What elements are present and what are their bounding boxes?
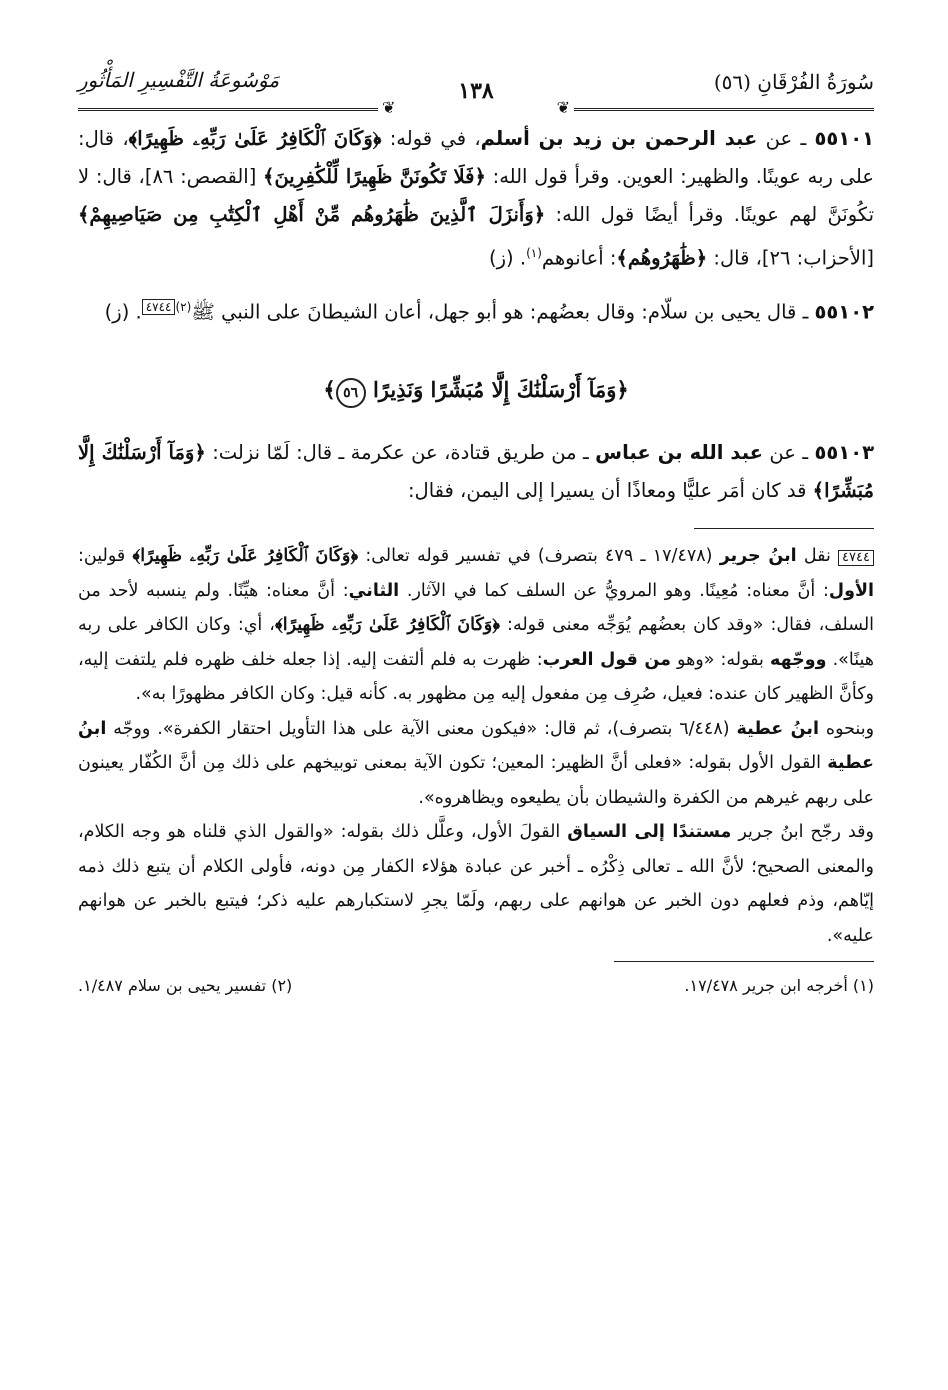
text: وقد رجّح ابنُ جرير [731, 822, 874, 842]
text: : ظهرت به فلم ألتفت إليه. إذا جعله خلف ظهره فلم يلتفت إليه، وكأنَّ الظهير كان عنده: فعيل، صُرِف مِن مفعول إليه مِن مظهور به. كأنه قيل: وكان الكافر مظهورًا به». [78, 649, 874, 704]
text: ، أي: وكان الكافر على ربه هينًا». [78, 615, 874, 670]
scholar-name: ابنُ عطية [736, 718, 819, 739]
text: ـ عن [757, 127, 815, 150]
hadith-number: ٥٥١٠١ [814, 127, 875, 150]
main-text [78, 120, 874, 510]
quran-quote: ﴿وَأَنزَلَ ٱلَّذِينَ ظَٰهَرُوهُم مِّنْ أَهْلِ ٱلْكِتَٰبِ مِن صَيَاصِيهِمْ﴾ [78, 203, 546, 226]
page-number: ١٣٨ [458, 78, 494, 104]
text: بقوله: «وهو [670, 649, 770, 670]
text: : أعانوهم [541, 246, 617, 270]
hadith-number: ٥٥١٠٣ [814, 441, 875, 464]
quran-quote: ﴿وَكَانَ ٱلْكَافِرُ عَلَىٰ رَبِّهِۦ ظَهِيرًا﴾ [132, 546, 359, 566]
quran-quote: ﴿وَمَآ أَرْسَلْنَٰكَ إِلَّا مُبَشِّرًا﴾ [78, 441, 874, 502]
flourish-ornament-icon: ❦ [556, 98, 570, 117]
surah-title: سُورَةُ الفُرْقَانِ (٥٦) [713, 70, 874, 94]
note-ibn-atiyya [78, 712, 874, 816]
page [78, 66, 874, 1350]
flourish-ornament-icon: ❦ [382, 98, 396, 117]
note-reference-box[interactable]: ٤٧٤٤ [142, 299, 176, 315]
footnote-1: (١) أخرجه ابن جرير ١٧/٤٧٨. [684, 976, 874, 995]
scholar-name: ابنُ جرير [719, 546, 797, 566]
hadith-number: ٥٥١٠٢ [814, 300, 874, 323]
scholar-name: ابنُ عطية [78, 718, 874, 773]
quran-quote: ﴿فَلَا تَكُونَنَّ ظَهِيرًا لِّلْكَٰفِرِينَ﴾ [263, 165, 486, 188]
text: : أنَّ معناه: هيِّنًا. ولم ينسبه لأحد من السلف، فقال: «وقد كان بعضُهم يُوَجِّه معنى قوله: [78, 580, 875, 635]
footnote-2: (٢) تفسير يحيى بن سلام ١/٤٨٧. [78, 976, 293, 995]
header-rule-left [78, 108, 378, 111]
header-rule-right [574, 108, 874, 111]
verse-number-badge: ٥٦ [336, 378, 366, 408]
bold-term: الأول [828, 580, 875, 601]
text: ، قال: على ربه عوينًا. والظهير: العوين. وقرأ قول الله: [78, 127, 874, 188]
note-4744 [78, 539, 874, 712]
bold-term: مستندًا إلى السياق [567, 822, 732, 842]
text: (١٧/٤٧٨ ـ ٤٧٩ بتصرف) في تفسير قوله تعالى: [358, 546, 720, 566]
text: القولَ الأول، وعلَّل ذلك بقوله: «والقول الذي قلناه هو وجه الكلام، والمعنى الصحيح؛ لأنَّ الله ـ تعالى ذِكْرُه ـ أخبر عن عبادة هؤلاء الكفار مِن دونه، فأولى الكلام أن يتبع ذلك ذمه إيّاهم، وذم فعلهم دون الخبر عن هوانهم على ربهم، ولَمّا يجرِ لاستكبارهم عليه ذكر؛ فيتبع بالخبر عن هوانهم عليه». [78, 822, 874, 946]
footnote-marker[interactable]: (١) [526, 246, 542, 260]
hadith-55103 [78, 434, 874, 510]
footnote-marker[interactable]: (٢) [175, 299, 192, 314]
quran-quote: ﴿ظَٰهَرُوهُم﴾ [616, 246, 708, 270]
text: . (ز) [104, 300, 142, 323]
text: ، في قوله: [381, 127, 481, 150]
text: : أنَّ معناه: مُعِينًا. وهو المرويُّ عن السلف كما في الآثار. [399, 580, 829, 601]
narrator-name: عبد الرحمن بن زيد بن أسلم [480, 127, 758, 150]
hadith-55102 [78, 288, 874, 332]
page-header [78, 66, 874, 120]
text: (٦/٤٤٨ بتصرف)، ثم قال: «فيكون معنى الآية على هذا التأويل احتقار الكفرة». ووجّه [106, 718, 737, 739]
book-title: مَوْسُوعَةُ التَّفْسِيرِ المَأْثُورِ [78, 68, 280, 92]
text: ـ قال يحيى بن سلّام: وقال بعضُهم: هو أبو جهل، أعان الشيطانَ على النبي ﷺ [191, 300, 815, 323]
text: [القصص: ٨٦]، قال: لا تكُونَنَّ لهم عوينًا. وقرأ أيضًا قول الله: [78, 165, 874, 226]
verse-text: ﴿وَمَآ أَرْسَلْنَٰكَ إِلَّا مُبَشِّرًا وَنَذِيرًا [372, 377, 629, 402]
footnotes [78, 976, 874, 995]
text: قولين: [78, 546, 133, 566]
quran-quote: ﴿وَكَانَ ٱلْكَافِرُ عَلَىٰ رَبِّهِۦ ظَهِيرًا﴾ [274, 615, 501, 635]
text: وبنحوه [819, 718, 875, 739]
text: القول الأول بقوله: «فعلى أنَّ الظهير: المعين؛ تكون الآية بمعنى توبيخهم على ذلك مِن أنَّ الكُفّار يعينون على ربهم غيرهم من الكفرة والشيطان بأن يطيعوه ويظاهروه». [78, 753, 874, 808]
text: ـ عن [762, 441, 815, 464]
bold-term: الثاني [348, 580, 400, 601]
bold-term: ووجّهه [769, 649, 827, 670]
text: نقل [796, 546, 839, 566]
commentary-notes [78, 539, 874, 953]
hadith-55101 [78, 120, 874, 278]
text: ـ من طريق قتادة، عن عكرمة ـ قال: لَمّا نزلت: [205, 441, 596, 464]
footnote-separator [614, 961, 874, 962]
text: قد كان أمَر عليًّا ومعاذًا أن يسيرا إلى اليمن، فقال: [407, 479, 813, 502]
note-reference-box: ٤٧٤٤ [838, 550, 874, 566]
notes-separator [694, 528, 874, 529]
text: [الأحزاب: ٢٦]، قال: [707, 246, 874, 270]
quran-quote: ﴿وَكَانَ ٱلْكَافِرُ عَلَىٰ رَبِّهِۦ ظَهِيرًا﴾ [128, 127, 382, 150]
verse-heading [78, 377, 874, 408]
narrator-name: عبد الله بن عباس [595, 441, 763, 464]
text: . (ز) [489, 246, 527, 270]
note-tarjih [78, 815, 874, 953]
bold-term: من قول العرب [542, 649, 671, 670]
verse-close: ﴾ [323, 377, 336, 402]
